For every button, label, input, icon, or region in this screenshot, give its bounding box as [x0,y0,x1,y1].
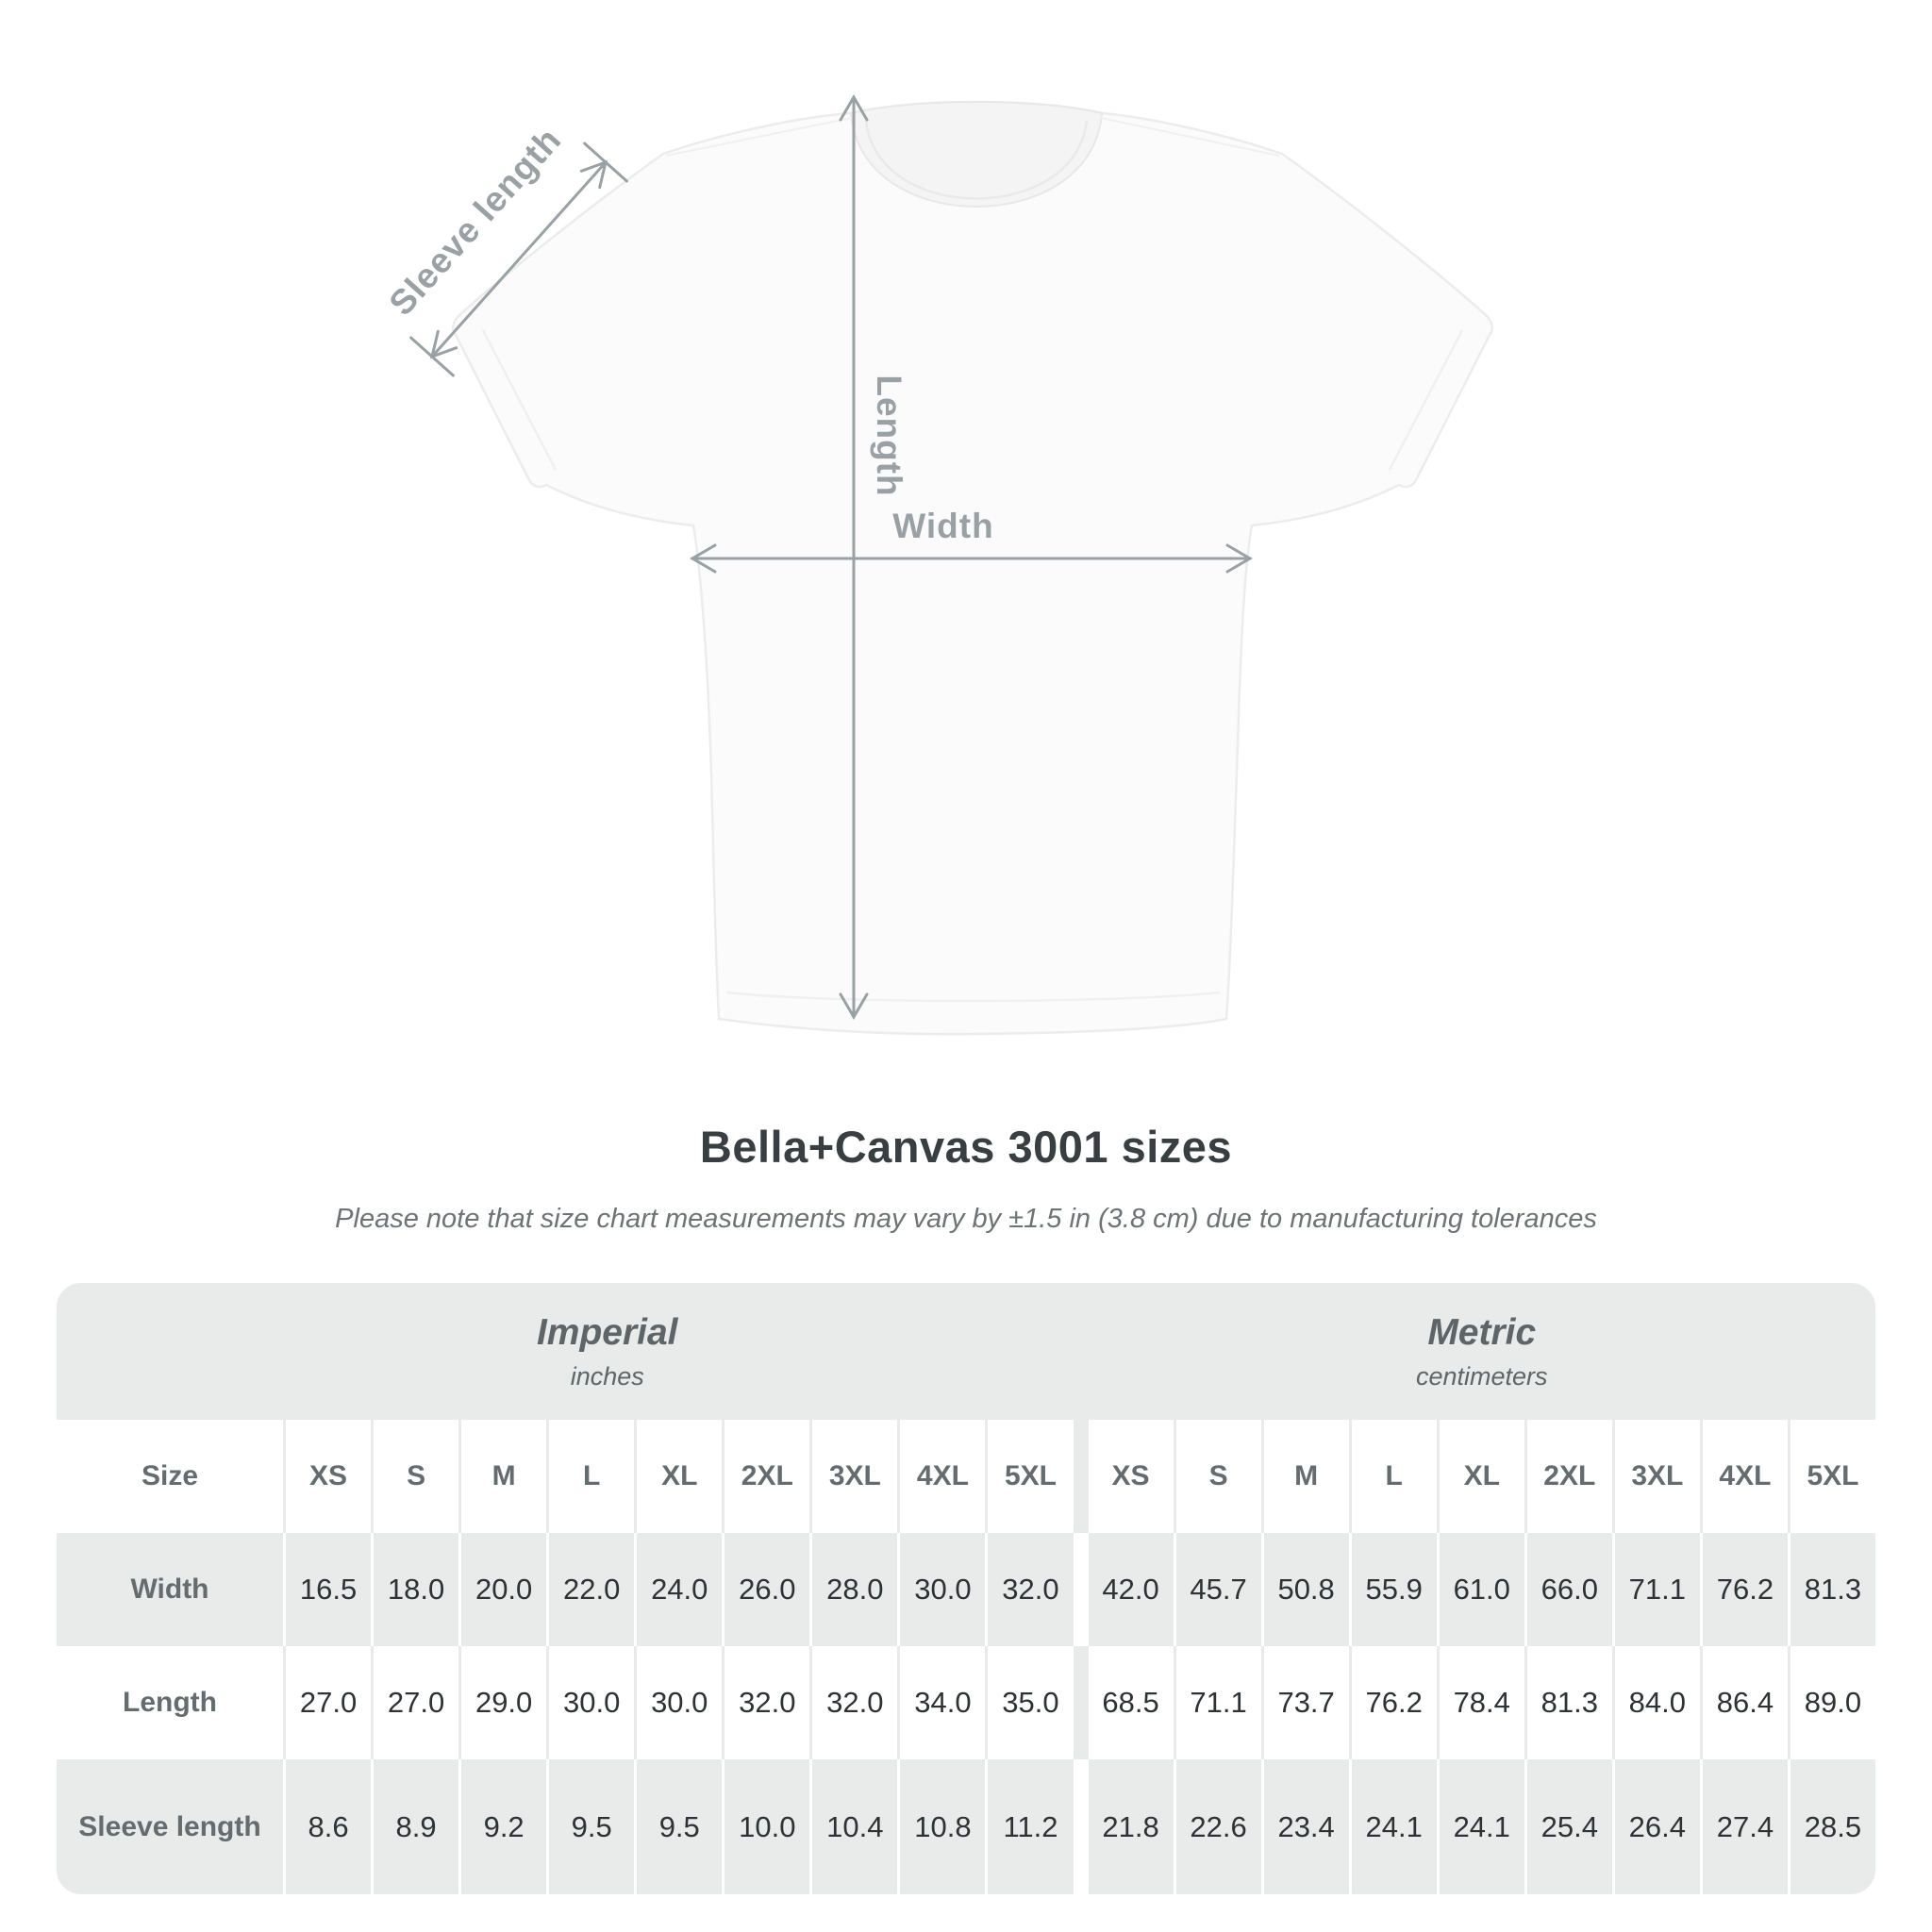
unit-group-header-row [57,1283,1875,1420]
width-imperial-4xl-value: 30.0 [900,1533,985,1646]
length-row-label: Length [57,1646,283,1759]
width-metric-m-value: 50.8 [1264,1533,1349,1646]
tshirt-graphic [453,102,1492,1034]
width-imperial-5xl-value: 32.0 [988,1533,1073,1646]
width-metric-s-value: 45.7 [1176,1533,1261,1646]
sleeve-length-imperial-l-value: 9.5 [549,1759,634,1894]
length-metric-4xl-value: 86.4 [1703,1646,1788,1759]
size-table [57,1283,1875,1894]
length-imperial-5xl-value: 35.0 [988,1646,1073,1759]
sleeve-length-imperial-m-value: 9.2 [461,1759,546,1894]
width-metric-l-value: 55.9 [1352,1533,1437,1646]
length-imperial-3xl-value: 32.0 [812,1646,897,1759]
size-col-imperial-m: M [461,1420,546,1533]
length-metric-s-value: 71.1 [1176,1646,1261,1759]
metric-group-name: Metric [1427,1311,1537,1353]
size-col-metric-s: S [1176,1420,1261,1533]
length-metric-xs-value: 68.5 [1089,1646,1174,1759]
size-col-metric-4xl: 4XL [1703,1420,1788,1533]
size-col-metric-l: L [1352,1420,1437,1533]
width-metric-5xl-value: 81.3 [1790,1533,1875,1646]
metric-group-unit: centimeters [1415,1361,1548,1391]
size-col-imperial-l: L [549,1420,634,1533]
length-imperial-l-value: 30.0 [549,1646,634,1759]
size-col-imperial-xs: XS [286,1420,371,1533]
group-divider [1076,1759,1086,1894]
width-imperial-m-value: 20.0 [461,1533,546,1646]
length-row [57,1646,1875,1759]
size-col-metric-5xl: 5XL [1790,1420,1875,1533]
sleeve-length-row [57,1759,1875,1894]
sleeve-length-metric-xl-value: 24.1 [1440,1759,1524,1894]
length-metric-m-value: 73.7 [1264,1646,1349,1759]
imperial-group-unit: inches [570,1361,644,1391]
sleeve-length-imperial-4xl-value: 10.8 [900,1759,985,1894]
length-imperial-s-value: 27.0 [374,1646,458,1759]
size-col-imperial-5xl: 5XL [988,1420,1073,1533]
sleeve-length-metric-4xl-value: 27.4 [1703,1759,1788,1894]
sleeve-length-metric-3xl-value: 26.4 [1615,1759,1700,1894]
length-metric-2xl-value: 81.3 [1527,1646,1612,1759]
width-metric-4xl-value: 76.2 [1703,1533,1788,1646]
sleeve-length-imperial-s-value: 8.9 [374,1759,458,1894]
size-col-imperial-xl: XL [637,1420,722,1533]
group-divider [1076,1420,1086,1533]
imperial-group-header [57,1283,1074,1420]
sleeve-length-label: Sleeve length [381,120,569,324]
width-imperial-l-value: 22.0 [549,1533,634,1646]
sleeve-length-imperial-xl-value: 9.5 [637,1759,722,1894]
length-metric-xl-value: 78.4 [1440,1646,1524,1759]
length-label: Length [870,375,908,497]
sleeve-length-imperial-xs-value: 8.6 [286,1759,371,1894]
sleeve-length-imperial-5xl-value: 11.2 [988,1759,1073,1894]
width-imperial-3xl-value: 28.0 [812,1533,897,1646]
length-imperial-m-value: 29.0 [461,1646,546,1759]
width-row [57,1533,1875,1646]
group-divider [1076,1646,1086,1759]
size-col-metric-xs: XS [1089,1420,1174,1533]
width-metric-xs-value: 42.0 [1089,1533,1174,1646]
sleeve-length-metric-l-value: 24.1 [1352,1759,1437,1894]
width-imperial-xs-value: 16.5 [286,1533,371,1646]
sleeve-length-metric-m-value: 23.4 [1264,1759,1349,1894]
sleeve-length-metric-2xl-value: 25.4 [1527,1759,1612,1894]
size-col-metric-m: M [1264,1420,1349,1533]
size-col-metric-2xl: 2XL [1527,1420,1612,1533]
size-col-imperial-s: S [374,1420,458,1533]
sleeve-length-metric-5xl-value: 28.5 [1790,1759,1875,1894]
width-metric-2xl-value: 66.0 [1527,1533,1612,1646]
size-header-row [57,1420,1875,1533]
width-imperial-s-value: 18.0 [374,1533,458,1646]
length-imperial-xl-value: 30.0 [637,1646,722,1759]
length-metric-5xl-value: 89.0 [1790,1646,1875,1759]
length-metric-3xl-value: 84.0 [1615,1646,1700,1759]
page-title: Bella+Canvas 3001 sizes [699,1122,1233,1172]
width-metric-3xl-value: 71.1 [1615,1533,1700,1646]
width-imperial-2xl-value: 26.0 [724,1533,809,1646]
length-imperial-xs-value: 27.0 [286,1646,371,1759]
sleeve-length-row-label: Sleeve length [57,1759,283,1894]
length-imperial-4xl-value: 34.0 [900,1646,985,1759]
width-label: Width [892,507,994,545]
size-col-imperial-3xl: 3XL [812,1420,897,1533]
metric-group-header [1089,1283,1876,1420]
sleeve-length-imperial-2xl-value: 10.0 [724,1759,809,1894]
size-col-metric-3xl: 3XL [1615,1420,1700,1533]
sleeve-length-metric-s-value: 22.6 [1176,1759,1261,1894]
length-metric-l-value: 76.2 [1352,1646,1437,1759]
width-row-label: Width [57,1533,283,1646]
size-col-imperial-4xl: 4XL [900,1420,985,1533]
imperial-group-name: Imperial [536,1311,678,1353]
sleeve-length-metric-xs-value: 21.8 [1089,1759,1174,1894]
sleeve-length-imperial-3xl-value: 10.4 [812,1759,897,1894]
size-col-metric-xl: XL [1440,1420,1524,1533]
page-subtitle: Please note that size chart measurements may vary by ±1.5 in (3.8 cm) due to manufacturing tolerances [335,1204,1597,1234]
size-header-cell: Size [57,1420,283,1533]
group-divider [1076,1533,1086,1646]
size-col-imperial-2xl: 2XL [724,1420,809,1533]
length-imperial-2xl-value: 32.0 [724,1646,809,1759]
width-metric-xl-value: 61.0 [1440,1533,1524,1646]
width-imperial-xl-value: 24.0 [637,1533,722,1646]
